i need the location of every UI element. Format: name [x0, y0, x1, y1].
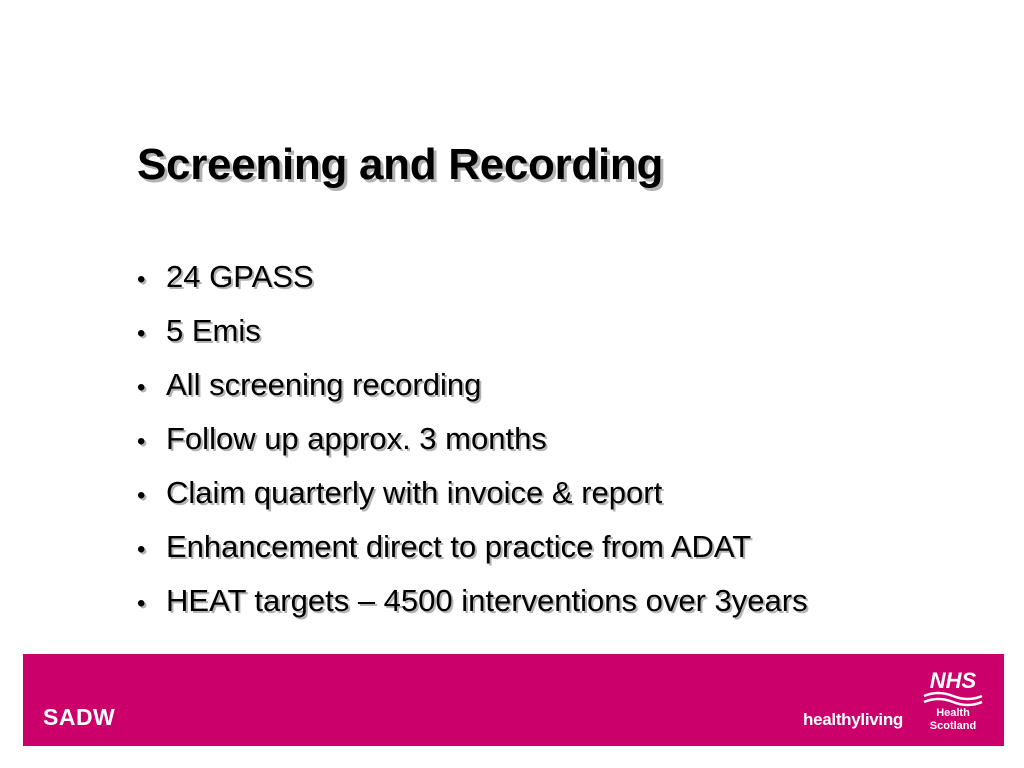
bullet-text: HEAT targets – 4500 interventions over 3years	[166, 583, 808, 618]
nhs-logo-line2: Scotland	[929, 720, 977, 732]
list-item	[137, 574, 808, 628]
nhs-logo-line1: Health	[936, 707, 970, 719]
bullet-icon: •	[137, 320, 146, 347]
bullet-text: 5 Emis	[166, 313, 261, 348]
list-item	[137, 520, 808, 574]
bullet-icon: •	[137, 482, 146, 509]
sadw-logo-text: SADW	[43, 704, 116, 730]
bullet-text: 24 GPASS	[166, 259, 314, 294]
bullet-icon: •	[137, 536, 146, 563]
list-item	[137, 412, 808, 466]
healthyliving-logo-text: healthyliving	[803, 710, 904, 729]
list-item	[137, 304, 808, 358]
bullet-icon: •	[137, 374, 146, 401]
nhs-health-scotland-logo-icon	[918, 666, 988, 734]
footer-banner	[23, 654, 1004, 746]
slide-title: Screening and Recording	[137, 140, 664, 189]
bullet-list	[137, 250, 808, 628]
bullet-icon: •	[137, 590, 146, 617]
bullet-text: Enhancement direct to practice from ADAT	[166, 529, 752, 564]
list-item	[137, 250, 808, 304]
nhs-logo-text: NHS	[929, 668, 977, 693]
bullet-text: Claim quarterly with invoice & report	[166, 475, 663, 510]
bullet-icon: •	[137, 428, 146, 455]
bullet-icon: •	[137, 266, 146, 293]
bullet-text: Follow up approx. 3 months	[166, 421, 547, 456]
list-item	[137, 466, 808, 520]
bullet-text: All screening recording	[166, 367, 482, 402]
list-item	[137, 358, 808, 412]
